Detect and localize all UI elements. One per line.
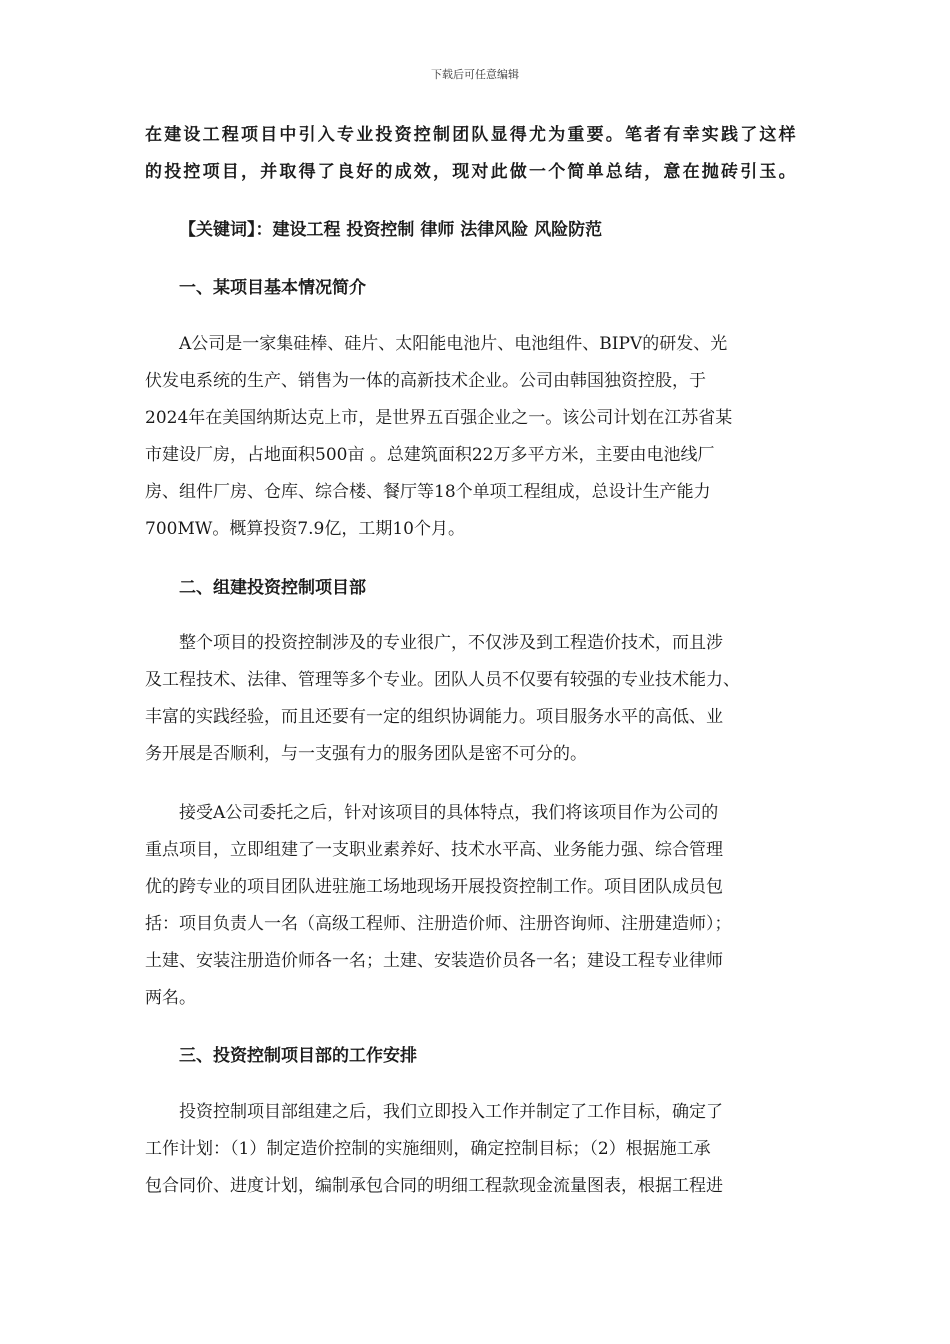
intro-line: 的投控项目，并取得了良好的成效，现对此做一个简单总结，意在抛砖引玉。: [145, 162, 798, 182]
paragraph-line: 整个项目的投资控制涉及的专业很广，不仅涉及到工程造价技术，而且涉: [179, 633, 723, 653]
paragraph-line: 土建、安装注册造价师各一名；土建、安装造价员各一名；建设工程专业律师: [145, 951, 723, 971]
section2-paragraph-1: [145, 625, 815, 773]
paragraph-line: 优的跨专业的项目团队进驻施工场地现场开展投资控制工作。项目团队成员包: [145, 877, 723, 897]
page-header: 下载后可任意编辑: [431, 68, 519, 81]
section1-paragraph-1: [145, 326, 815, 548]
paragraph-line: 及工程技术、法律、管理等多个专业。团队人员不仅要有较强的专业技术能力、: [145, 670, 740, 690]
paragraph-line: 两名。: [145, 988, 196, 1008]
paragraph-line: 务开展是否顺利，与一支强有力的服务团队是密不可分的。: [145, 744, 587, 764]
paragraph-line: 伏发电系统的生产、销售为一体的高新技术企业。公司由韩国独资控股，于: [145, 371, 706, 391]
paragraph-line: 括：项目负责人一名（高级工程师、注册造价师、注册咨询师、注册建造师）；: [145, 914, 732, 934]
paragraph-line: 包合同价、进度计划，编制承包合同的明细工程款现金流量图表，根据工程进: [145, 1176, 723, 1196]
paragraph-line: 丰富的实践经验，而且还要有一定的组织协调能力。项目服务水平的高低、业: [145, 707, 723, 727]
keywords-line: 【关键词】：建设工程 投资控制 律师 法律风险 风险防范: [179, 220, 603, 240]
paragraph-line: 市建设厂房，占地面积500亩 。总建筑面积22万多平方米，主要由电池线厂: [145, 445, 715, 465]
paragraph-line: 房、组件厂房、仓库、综合楼、餐厅等18个单项工程组成，总设计生产能力: [145, 482, 711, 502]
section-heading-3: 三、投资控制项目部的工作安排: [179, 1046, 417, 1066]
section-heading-1: 一、某项目基本情况简介: [179, 278, 366, 298]
paragraph-line: 工作计划：（1）制定造价控制的实施细则，确定控制目标；（2）根据施工承: [145, 1139, 711, 1159]
paragraph-line: 重点项目，立即组建了一支职业素养好、技术水平高、业务能力强、综合管理: [145, 840, 723, 860]
paragraph-line: 投资控制项目部组建之后，我们立即投入工作并制定了工作目标，确定了: [179, 1102, 723, 1122]
intro-paragraph: [145, 117, 815, 191]
section3-paragraph-1: [145, 1094, 815, 1205]
paragraph-line: 700MW。概算投资7.9亿，工期10个月。: [145, 519, 465, 539]
paragraph-line: 2024年在美国纳斯达克上市，是世界五百强企业之一。该公司计划在江苏省某: [145, 408, 733, 428]
paragraph-line: 接受A公司委托之后，针对该项目的具体特点，我们将该项目作为公司的: [179, 803, 719, 823]
section2-paragraph-2: [145, 795, 815, 1017]
paragraph-line: A公司是一家集硅棒、硅片、太阳能电池片、电池组件、BIPV的研发、光: [179, 334, 728, 354]
section-heading-2: 二、组建投资控制项目部: [179, 578, 366, 598]
intro-line: 在建设工程项目中引入专业投资控制团队显得尤为重要。笔者有幸实践了这样: [145, 125, 798, 145]
